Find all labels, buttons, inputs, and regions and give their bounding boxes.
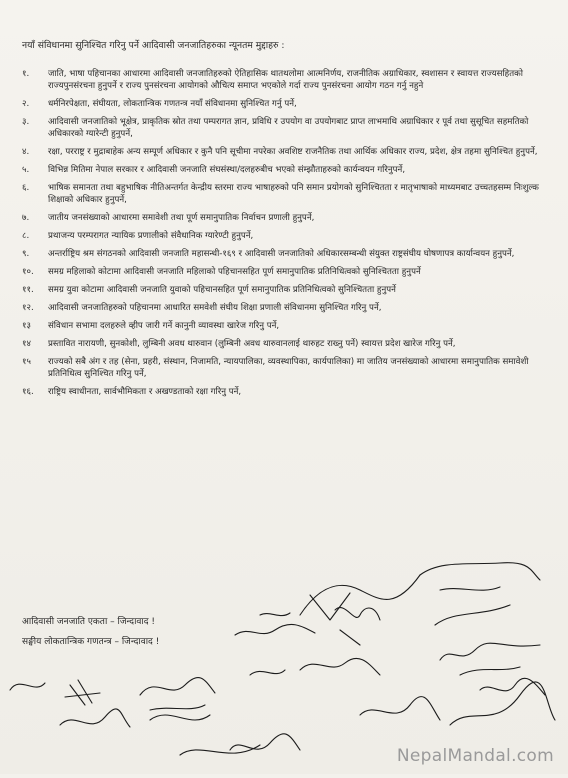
signature — [140, 677, 215, 710]
slogan: सङ्घीय लोकतान्त्रिक गणतन्त्र – जिन्दावाद ! — [22, 637, 160, 647]
list-item — [22, 212, 552, 224]
signature — [60, 709, 210, 727]
item-text: आदिवासी जनजातिहरुको पहिचानमा आधारित समवेशी संघीय शिक्षा प्रणाली संविधानमा सुनिश्चित गरिनु पर्ने, — [48, 303, 382, 313]
item-number: ६. — [22, 183, 30, 193]
signature — [360, 682, 555, 725]
item-text: संविधान सभामा दलहरुले व्हीप जारी गर्ने कानुनी व्यावस्था खारेज गरिनु पर्ने, — [48, 321, 280, 331]
item-text: आदिवासी जनजातिको भूक्षेत्र, प्राकृतिक स्रोत तथा पम्परागत ज्ञान, प्रविधि र उपयोग वा उपयोगबाट प्राप्त लाभमाथि अग्राधिकार र पूर्व तथा सुसूचित सहमतिको अधिकारको ग्यारेन्टी हुनुपर्ने, — [48, 117, 529, 139]
slogans — [22, 612, 159, 652]
signature — [420, 563, 540, 625]
item-number: ४. — [22, 147, 30, 157]
document-title: नयाँ संविधानमा सुनिश्चित गरिनु पर्ने आदिवासी जनजातिहरुका न्यूनतम मुद्दाहरु : — [22, 40, 285, 51]
item-number: १४ — [22, 339, 31, 349]
signature — [180, 734, 300, 755]
list-item — [22, 164, 552, 176]
item-number: १२. — [22, 303, 34, 313]
signature — [335, 608, 380, 645]
list-item — [22, 98, 552, 110]
list-item — [22, 116, 552, 140]
list-item — [22, 302, 552, 314]
item-text: समग्र युवा कोटामा आदिवासी जनजाति युवाको पहिचानसहित पूर्ण समानुपातिक प्रतिनिधित्वको सुनिश्चितता हुनुपर्ने — [48, 285, 396, 295]
item-number: २. — [22, 99, 30, 109]
list-item — [22, 320, 552, 332]
item-number: १. — [22, 69, 30, 79]
list-item — [22, 68, 552, 92]
list-item — [22, 146, 552, 158]
signature — [480, 678, 545, 695]
item-text: समग्र महिलाको कोटामा आदिवासी जनजाति महिलाको पहिचानसहित पूर्ण समानुपातिक प्रतिनिधित्वको सुनिश्चितता हुनुपर्ने — [48, 267, 421, 277]
slogan: आदिवासी जनजाति एकता – जिन्दावाद ! — [22, 617, 155, 627]
signature — [440, 643, 540, 675]
item-text: राज्यको सबै अंग र तह (सेना, प्रहरी, संस्थान, निजामति, न्यायपालिका, व्यवस्थापिका, कार्यपालिका) मा जातिय जनसंख्याको आधारमा समानुपातिक समावेशी प्रतिनिधित्व सुनिश्चित गरिनु पर्ने, — [48, 357, 529, 379]
item-text: धर्मनिरपेक्षता, संघीयता, लोकतान्त्रिक गणतन्त्र नयाँ संविधानमा सुनिश्चित गर्नु पर्ने, — [48, 99, 297, 109]
signature — [300, 575, 420, 620]
item-number: १५ — [22, 357, 31, 367]
item-number: ३. — [22, 117, 30, 127]
item-text: रक्षा, परराष्ट्र र मुद्राबाहेक अन्य सम्पूर्ण अधिकार र कुनै पनि सूचीमा नपरेका अवशिष्ट राजनैतिक तथा आर्थिक अधिकार राज्य, प्रदेश, क्षेत्र तहमा सुनिश्चित हुनुपर्ने, — [48, 147, 538, 157]
signature — [10, 680, 100, 705]
signature — [250, 658, 380, 675]
list-item — [22, 356, 552, 380]
item-number: १३ — [22, 321, 31, 331]
list-item — [22, 182, 552, 206]
item-text: प्रथाजन्य परम्परागत न्यायिक प्रणालीको संवैधानिक ग्यारेण्टी हुनुपर्ने, — [48, 231, 254, 241]
signatures-area — [0, 555, 568, 774]
list-item — [22, 248, 552, 260]
item-number: ५. — [22, 165, 30, 175]
item-number: ११. — [22, 285, 34, 295]
list-item — [22, 284, 552, 296]
item-text: जाति, भाषा पहिचानका आधारमा आदिवासी जनजातिहरुको ऐतिहासिक थातथलोमा आत्मनिर्णय, राजनीतिक अग्राधिकार, स्वशासन र स्वायत्त राज्यसहितको राज्यपुनसंरचना हुनुपर्ने र राज्य पुनसंरचना आयोगको औचित्य समाप्त भएकोले गर्दा राज्य पुनसंरचना आयोग गठन गर्नु नहुने — [48, 69, 523, 91]
item-text: जातीय जनसंख्याको आधारमा समावेशी तथा पूर्ण समानुपातिक निर्वाचन प्रणाली हुनुपर्ने, — [48, 213, 315, 223]
demands-list — [22, 68, 552, 404]
signature — [235, 613, 315, 635]
list-item — [22, 230, 552, 242]
list-item — [22, 266, 552, 278]
item-text: प्रस्तावित नारायणी, सुनकोशी, लुम्बिनी अवध थारुवान (लुम्बिनी अवध थारुवानलाई थारुहट राख्नु पर्ने) स्वायत्त प्रदेश खारेज गरिनु पर्ने, — [48, 339, 456, 349]
item-text: अन्तर्राष्ट्रिय श्रम संगठनको आदिवासी जनजाति महासन्धी-१६९ र आदिवासी जनजातिको अधिकारसम्बन्धी संयुक्त राष्ट्रसंघीय घोषणापत्र कार्यान्वयन हुनुपर्ने, — [48, 249, 515, 259]
list-item — [22, 386, 552, 398]
item-number: ८. — [22, 231, 30, 241]
item-number: १६. — [22, 387, 34, 397]
list-item — [22, 338, 552, 350]
item-text: विभिन्न मितिमा नेपाल सरकार र आदिवासी जनजाति संघसंस्था/दलहरुबीच भएको संम्झौताहरुको कार्यन्वयन गरिनुपर्ने, — [48, 165, 406, 175]
item-number: १०. — [22, 267, 34, 277]
watermark: NepalMandal.com — [396, 746, 554, 766]
item-text: राष्ट्रिय स्वाधीनता, सार्वभौमिकता र अखण्डताको रक्षा गरिनु पर्ने, — [48, 387, 242, 397]
item-number: ९. — [22, 249, 30, 259]
item-number: ७. — [22, 213, 30, 223]
item-text: भाषिक समानता तथा बहुभाषिक नीतिअन्तर्गत केन्द्रीय स्तरमा राज्य भाषाहरुको पनि समान प्रयोगको सुनिश्चितता र मातृभाषाको माध्यमबाट उच्चतहसम्म निःशुल्क शिक्षाको अधिकार हुनुपर्ने, — [48, 183, 539, 205]
